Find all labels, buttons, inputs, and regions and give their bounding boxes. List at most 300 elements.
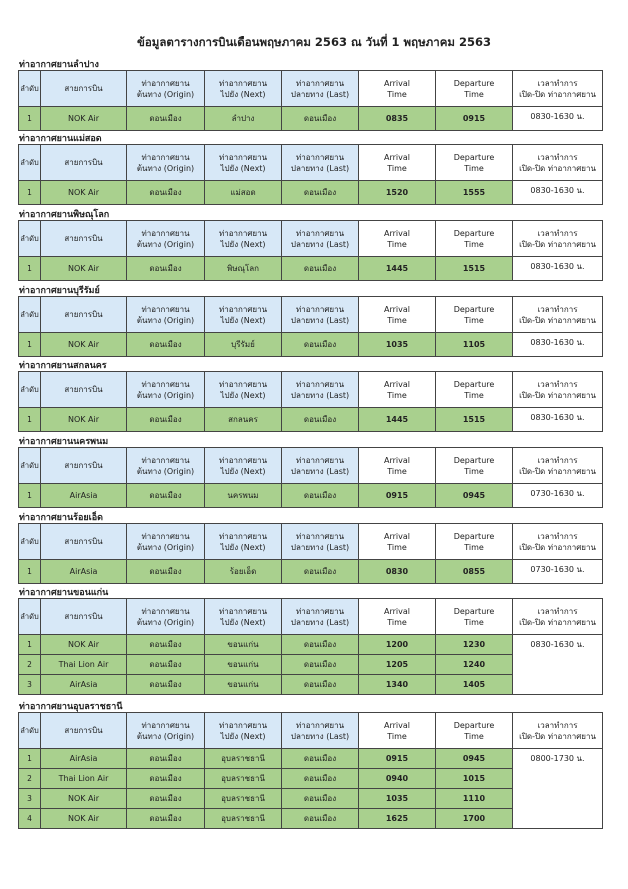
header-next-line: ท่าอากาศยาน <box>218 531 268 541</box>
header-hours <box>513 448 603 484</box>
cell-last: ดอนเมือง <box>282 655 359 675</box>
cell-origin: ดอนเมือง <box>127 257 205 281</box>
header-origin <box>127 297 205 333</box>
header-departure <box>436 524 513 560</box>
schedule-table <box>18 144 603 205</box>
cell-airline: NOK Air <box>41 789 127 809</box>
header-hours-line: เวลาทำการ <box>537 304 578 314</box>
header-next-line: ท่าอากาศยาน <box>218 78 268 88</box>
cell-airline: NOK Air <box>41 408 127 432</box>
header-hours-line: เวลาทำการ <box>537 720 578 730</box>
header-hours-line: เวลาทำการ <box>537 78 578 88</box>
header-last-line: ปลายทาง (Last) <box>290 542 350 552</box>
header-departure-line: Time <box>464 390 484 400</box>
header-origin <box>127 599 205 635</box>
header-origin-line: ต้นทาง (Origin) <box>136 239 195 249</box>
header-last-line: ปลายทาง (Last) <box>290 731 350 741</box>
cell-departure: 1700 <box>436 809 513 829</box>
header-hours-line: เวลาทำการ <box>537 455 578 465</box>
cell-arrival: 0915 <box>359 749 436 769</box>
schedule-table <box>18 447 603 508</box>
cell-arrival: 0915 <box>359 484 436 508</box>
header-last-line: ปลายทาง (Last) <box>290 239 350 249</box>
cell-last: ดอนเมือง <box>282 333 359 357</box>
cell-departure: 1230 <box>436 635 513 655</box>
header-origin-line: ต้นทาง (Origin) <box>136 542 195 552</box>
header-next-line: ไปยัง (Next) <box>220 731 266 741</box>
table-row <box>19 408 603 432</box>
cell-seq: 1 <box>19 257 41 281</box>
cell-departure: 1110 <box>436 789 513 809</box>
header-last-line: ท่าอากาศยาน <box>295 304 345 314</box>
cell-arrival: 0940 <box>359 769 436 789</box>
header-seq: ลำดับ <box>19 524 41 560</box>
cell-last: ดอนเมือง <box>282 484 359 508</box>
header-departure <box>436 372 513 408</box>
header-last-line: ท่าอากาศยาน <box>295 531 345 541</box>
header-origin-line: ต้นทาง (Origin) <box>136 617 195 627</box>
header-departure-line: Time <box>464 89 484 99</box>
header-airline: สายการบิน <box>41 297 127 333</box>
section-title: ท่าอากาศยานขอนแก่น <box>19 588 109 598</box>
header-next <box>205 221 282 257</box>
header-last <box>282 372 359 408</box>
header-arrival-line: Time <box>387 466 407 476</box>
header-arrival-line: Arrival <box>384 228 410 238</box>
header-origin <box>127 448 205 484</box>
header-last-line: ปลายทาง (Last) <box>290 163 350 173</box>
header-origin-line: ท่าอากาศยาน <box>141 606 190 616</box>
header-departure-line: Time <box>464 731 484 741</box>
cell-hours: 0730-1630 น. <box>513 560 603 584</box>
header-seq: ลำดับ <box>19 297 41 333</box>
header-last <box>282 448 359 484</box>
header-hours <box>513 713 603 749</box>
section-title: ท่าอากาศยานพิษณุโลก <box>19 210 110 220</box>
header-arrival <box>359 145 436 181</box>
cell-origin: ดอนเมือง <box>127 408 205 432</box>
header-departure-line: Departure <box>453 531 495 541</box>
header-arrival <box>359 372 436 408</box>
schedule-table <box>18 712 603 829</box>
header-next-line: ท่าอากาศยาน <box>218 720 268 730</box>
header-next <box>205 372 282 408</box>
table-row <box>19 635 603 655</box>
cell-seq: 1 <box>19 408 41 432</box>
table-header-row <box>19 372 603 408</box>
header-next <box>205 297 282 333</box>
header-seq: ลำดับ <box>19 145 41 181</box>
cell-departure: 0945 <box>436 749 513 769</box>
header-next-line: ท่าอากาศยาน <box>218 606 268 616</box>
cell-last: ดอนเมือง <box>282 789 359 809</box>
header-origin <box>127 145 205 181</box>
header-departure <box>436 713 513 749</box>
cell-last: ดอนเมือง <box>282 769 359 789</box>
cell-arrival: 1625 <box>359 809 436 829</box>
header-origin-line: ท่าอากาศยาน <box>141 531 190 541</box>
header-next-line: ไปยัง (Next) <box>220 163 266 173</box>
table-header-row <box>19 145 603 181</box>
cell-hours: 0830-1630 น. <box>513 635 603 695</box>
header-hours-line: เวลาทำการ <box>537 228 578 238</box>
cell-last: ดอนเมือง <box>282 560 359 584</box>
header-next <box>205 713 282 749</box>
header-arrival-line: Time <box>387 239 407 249</box>
cell-origin: ดอนเมือง <box>127 655 205 675</box>
header-origin <box>127 713 205 749</box>
table-header-row <box>19 524 603 560</box>
header-next-line: ไปยัง (Next) <box>220 617 266 627</box>
schedule-table <box>18 70 603 131</box>
header-seq: ลำดับ <box>19 71 41 107</box>
header-arrival <box>359 448 436 484</box>
header-seq: ลำดับ <box>19 448 41 484</box>
header-arrival-line: Arrival <box>384 304 410 314</box>
cell-next: อุบลราชธานี <box>205 789 282 809</box>
header-hours <box>513 524 603 560</box>
header-arrival-line: Arrival <box>384 379 410 389</box>
cell-airline: AirAsia <box>41 560 127 584</box>
header-seq: ลำดับ <box>19 221 41 257</box>
header-last-line: ท่าอากาศยาน <box>295 606 345 616</box>
header-arrival-line: Arrival <box>384 455 410 465</box>
header-next-line: ท่าอากาศยาน <box>218 455 268 465</box>
header-origin <box>127 71 205 107</box>
header-arrival-line: Time <box>387 89 407 99</box>
cell-departure: 1240 <box>436 655 513 675</box>
cell-last: ดอนเมือง <box>282 749 359 769</box>
header-arrival-line: Time <box>387 731 407 741</box>
section-title: ท่าอากาศยานแม่สอด <box>19 134 102 144</box>
table-header-row <box>19 297 603 333</box>
document-title: ข้อมูลตารางการบินเดือนพฤษภาคม 2563 ณ วันที่ 1 พฤษภาคม 2563 <box>137 35 491 49</box>
cell-hours: 0800-1730 น. <box>513 749 603 829</box>
cell-next: อุบลราชธานี <box>205 769 282 789</box>
cell-last: ดอนเมือง <box>282 408 359 432</box>
header-arrival-line: Arrival <box>384 152 410 162</box>
header-departure-line: Time <box>464 617 484 627</box>
header-origin-line: ต้นทาง (Origin) <box>136 163 195 173</box>
header-next <box>205 448 282 484</box>
header-departure-line: Departure <box>453 379 495 389</box>
header-departure-line: Departure <box>453 304 495 314</box>
cell-departure: 1515 <box>436 257 513 281</box>
cell-arrival: 0835 <box>359 107 436 131</box>
header-airline: สายการบิน <box>41 221 127 257</box>
cell-origin: ดอนเมือง <box>127 560 205 584</box>
header-hours-line: เวลาทำการ <box>537 152 578 162</box>
header-departure <box>436 71 513 107</box>
header-departure-line: Departure <box>453 606 495 616</box>
header-last-line: ท่าอากาศยาน <box>295 78 345 88</box>
section-title: ท่าอากาศยานลำปาง <box>19 60 99 70</box>
header-hours <box>513 145 603 181</box>
header-last-line: ปลายทาง (Last) <box>290 89 350 99</box>
header-next <box>205 71 282 107</box>
cell-hours: 0730-1630 น. <box>513 484 603 508</box>
header-hours-line: เวลาทำการ <box>537 379 578 389</box>
cell-departure: 0915 <box>436 107 513 131</box>
cell-arrival: 1445 <box>359 257 436 281</box>
cell-departure: 0855 <box>436 560 513 584</box>
cell-next: นครพนม <box>205 484 282 508</box>
section-title: ท่าอากาศยานอุบลราชธานี <box>19 702 123 712</box>
header-next <box>205 524 282 560</box>
header-arrival-line: Arrival <box>384 78 410 88</box>
cell-airline: NOK Air <box>41 635 127 655</box>
header-airline: สายการบิน <box>41 524 127 560</box>
cell-seq: 1 <box>19 107 41 131</box>
cell-next: ขอนแก่น <box>205 635 282 655</box>
header-origin-line: ท่าอากาศยาน <box>141 78 190 88</box>
cell-next: พิษณุโลก <box>205 257 282 281</box>
section-title: ท่าอากาศยานบุรีรัมย์ <box>19 286 100 296</box>
cell-airline: NOK Air <box>41 181 127 205</box>
cell-last: ดอนเมือง <box>282 181 359 205</box>
cell-arrival: 1520 <box>359 181 436 205</box>
table-row <box>19 560 603 584</box>
table-row <box>19 484 603 508</box>
cell-airline: AirAsia <box>41 749 127 769</box>
cell-next: ขอนแก่น <box>205 675 282 695</box>
cell-seq: 3 <box>19 789 41 809</box>
cell-arrival: 1340 <box>359 675 436 695</box>
header-departure-line: Time <box>464 163 484 173</box>
cell-last: ดอนเมือง <box>282 675 359 695</box>
section-title: ท่าอากาศยานนครพนม <box>19 437 109 447</box>
cell-seq: 2 <box>19 655 41 675</box>
header-departure-line: Time <box>464 239 484 249</box>
cell-seq: 4 <box>19 809 41 829</box>
header-hours-line: เปิด-ปิด ท่าอากาศยาน <box>519 89 596 99</box>
header-departure <box>436 599 513 635</box>
cell-seq: 3 <box>19 675 41 695</box>
cell-airline: Thai Lion Air <box>41 769 127 789</box>
cell-seq: 2 <box>19 769 41 789</box>
header-next-line: ไปยัง (Next) <box>220 542 266 552</box>
table-row <box>19 257 603 281</box>
header-origin-line: ท่าอากาศยาน <box>141 152 190 162</box>
header-departure-line: Departure <box>453 455 495 465</box>
cell-last: ดอนเมือง <box>282 809 359 829</box>
header-departure <box>436 221 513 257</box>
cell-departure: 0945 <box>436 484 513 508</box>
cell-seq: 1 <box>19 749 41 769</box>
cell-airline: NOK Air <box>41 107 127 131</box>
schedule-table <box>18 598 603 695</box>
cell-airline: AirAsia <box>41 675 127 695</box>
header-last <box>282 297 359 333</box>
header-last-line: ท่าอากาศยาน <box>295 455 345 465</box>
cell-next: ขอนแก่น <box>205 655 282 675</box>
table-row <box>19 333 603 357</box>
cell-departure: 1015 <box>436 769 513 789</box>
table-row <box>19 107 603 131</box>
header-arrival-line: Arrival <box>384 531 410 541</box>
header-arrival-line: Time <box>387 390 407 400</box>
header-departure-line: Time <box>464 315 484 325</box>
cell-arrival: 1035 <box>359 333 436 357</box>
header-arrival <box>359 221 436 257</box>
header-hours-line: เวลาทำการ <box>537 606 578 616</box>
header-arrival-line: Time <box>387 163 407 173</box>
cell-seq: 1 <box>19 560 41 584</box>
cell-hours: 0830-1630 น. <box>513 333 603 357</box>
header-seq: ลำดับ <box>19 713 41 749</box>
cell-next: สกลนคร <box>205 408 282 432</box>
header-origin-line: ท่าอากาศยาน <box>141 720 190 730</box>
schedule-table <box>18 220 603 281</box>
header-last <box>282 524 359 560</box>
cell-seq: 1 <box>19 635 41 655</box>
cell-departure: 1405 <box>436 675 513 695</box>
header-origin <box>127 524 205 560</box>
header-hours-line: เปิด-ปิด ท่าอากาศยาน <box>519 542 596 552</box>
table-header-row <box>19 71 603 107</box>
cell-origin: ดอนเมือง <box>127 809 205 829</box>
header-arrival <box>359 599 436 635</box>
schedule-table <box>18 523 603 584</box>
header-last-line: ท่าอากาศยาน <box>295 152 345 162</box>
header-hours-line: เปิด-ปิด ท่าอากาศยาน <box>519 617 596 627</box>
header-hours-line: เปิด-ปิด ท่าอากาศยาน <box>519 731 596 741</box>
cell-airline: Thai Lion Air <box>41 655 127 675</box>
cell-next: บุรีรัมย์ <box>205 333 282 357</box>
cell-airline: NOK Air <box>41 333 127 357</box>
header-next-line: ท่าอากาศยาน <box>218 152 268 162</box>
schedule-table <box>18 371 603 432</box>
header-origin-line: ต้นทาง (Origin) <box>136 390 195 400</box>
header-airline: สายการบิน <box>41 145 127 181</box>
header-next-line: ไปยัง (Next) <box>220 390 266 400</box>
header-next-line: ไปยัง (Next) <box>220 466 266 476</box>
header-seq: ลำดับ <box>19 599 41 635</box>
cell-departure: 1555 <box>436 181 513 205</box>
cell-last: ดอนเมือง <box>282 107 359 131</box>
cell-hours: 0830-1630 น. <box>513 257 603 281</box>
schedule-table <box>18 296 603 357</box>
cell-origin: ดอนเมือง <box>127 333 205 357</box>
cell-arrival: 1200 <box>359 635 436 655</box>
header-airline: สายการบิน <box>41 372 127 408</box>
header-last <box>282 599 359 635</box>
header-next-line: ท่าอากาศยาน <box>218 304 268 314</box>
header-hours <box>513 297 603 333</box>
cell-arrival: 1035 <box>359 789 436 809</box>
header-last-line: ปลายทาง (Last) <box>290 466 350 476</box>
header-departure-line: Time <box>464 466 484 476</box>
header-departure-line: Departure <box>453 152 495 162</box>
header-departure <box>436 448 513 484</box>
table-row <box>19 749 603 769</box>
header-origin-line: ท่าอากาศยาน <box>141 304 190 314</box>
cell-origin: ดอนเมือง <box>127 635 205 655</box>
cell-origin: ดอนเมือง <box>127 769 205 789</box>
header-last-line: ท่าอากาศยาน <box>295 720 345 730</box>
cell-next: ลำปาง <box>205 107 282 131</box>
header-departure-line: Departure <box>453 78 495 88</box>
header-next-line: ไปยัง (Next) <box>220 239 266 249</box>
header-last <box>282 713 359 749</box>
cell-last: ดอนเมือง <box>282 635 359 655</box>
header-origin-line: ต้นทาง (Origin) <box>136 89 195 99</box>
header-arrival-line: Arrival <box>384 606 410 616</box>
cell-departure: 1105 <box>436 333 513 357</box>
cell-next: อุบลราชธานี <box>205 749 282 769</box>
header-next <box>205 145 282 181</box>
cell-origin: ดอนเมือง <box>127 789 205 809</box>
header-arrival-line: Time <box>387 315 407 325</box>
header-airline: สายการบิน <box>41 599 127 635</box>
table-header-row <box>19 448 603 484</box>
header-next-line: ท่าอากาศยาน <box>218 228 268 238</box>
header-origin <box>127 221 205 257</box>
header-arrival-line: Time <box>387 617 407 627</box>
header-last-line: ท่าอากาศยาน <box>295 228 345 238</box>
table-header-row <box>19 599 603 635</box>
cell-arrival: 1205 <box>359 655 436 675</box>
cell-seq: 1 <box>19 484 41 508</box>
header-departure-line: Departure <box>453 228 495 238</box>
header-last-line: ปลายทาง (Last) <box>290 390 350 400</box>
header-origin-line: ท่าอากาศยาน <box>141 228 190 238</box>
header-origin <box>127 372 205 408</box>
header-hours-line: เปิด-ปิด ท่าอากาศยาน <box>519 163 596 173</box>
header-hours-line: เวลาทำการ <box>537 531 578 541</box>
cell-arrival: 1445 <box>359 408 436 432</box>
table-header-row <box>19 713 603 749</box>
header-hours-line: เปิด-ปิด ท่าอากาศยาน <box>519 390 596 400</box>
cell-hours: 0830-1630 น. <box>513 181 603 205</box>
header-hours <box>513 372 603 408</box>
cell-next: แม่สอด <box>205 181 282 205</box>
table-header-row <box>19 221 603 257</box>
section-title: ท่าอากาศยานร้อยเอ็ด <box>19 513 103 523</box>
header-next-line: ท่าอากาศยาน <box>218 379 268 389</box>
cell-hours: 0830-1630 น. <box>513 107 603 131</box>
header-departure-line: Time <box>464 542 484 552</box>
header-last <box>282 221 359 257</box>
header-departure <box>436 297 513 333</box>
header-next-line: ไปยัง (Next) <box>220 315 266 325</box>
cell-seq: 1 <box>19 333 41 357</box>
header-arrival <box>359 713 436 749</box>
cell-hours: 0830-1630 น. <box>513 408 603 432</box>
section-title: ท่าอากาศยานสกลนคร <box>19 361 107 371</box>
header-arrival-line: Arrival <box>384 720 410 730</box>
cell-arrival: 0830 <box>359 560 436 584</box>
header-airline: สายการบิน <box>41 713 127 749</box>
header-airline: สายการบิน <box>41 71 127 107</box>
header-origin-line: ต้นทาง (Origin) <box>136 731 195 741</box>
cell-next: ร้อยเอ็ด <box>205 560 282 584</box>
header-departure <box>436 145 513 181</box>
header-origin-line: ต้นทาง (Origin) <box>136 466 195 476</box>
cell-origin: ดอนเมือง <box>127 107 205 131</box>
cell-departure: 1515 <box>436 408 513 432</box>
cell-airline: NOK Air <box>41 257 127 281</box>
header-last <box>282 145 359 181</box>
header-next-line: ไปยัง (Next) <box>220 89 266 99</box>
header-seq: ลำดับ <box>19 372 41 408</box>
header-airline: สายการบิน <box>41 448 127 484</box>
header-hours <box>513 599 603 635</box>
table-row <box>19 181 603 205</box>
header-departure-line: Departure <box>453 720 495 730</box>
cell-origin: ดอนเมือง <box>127 181 205 205</box>
cell-origin: ดอนเมือง <box>127 749 205 769</box>
